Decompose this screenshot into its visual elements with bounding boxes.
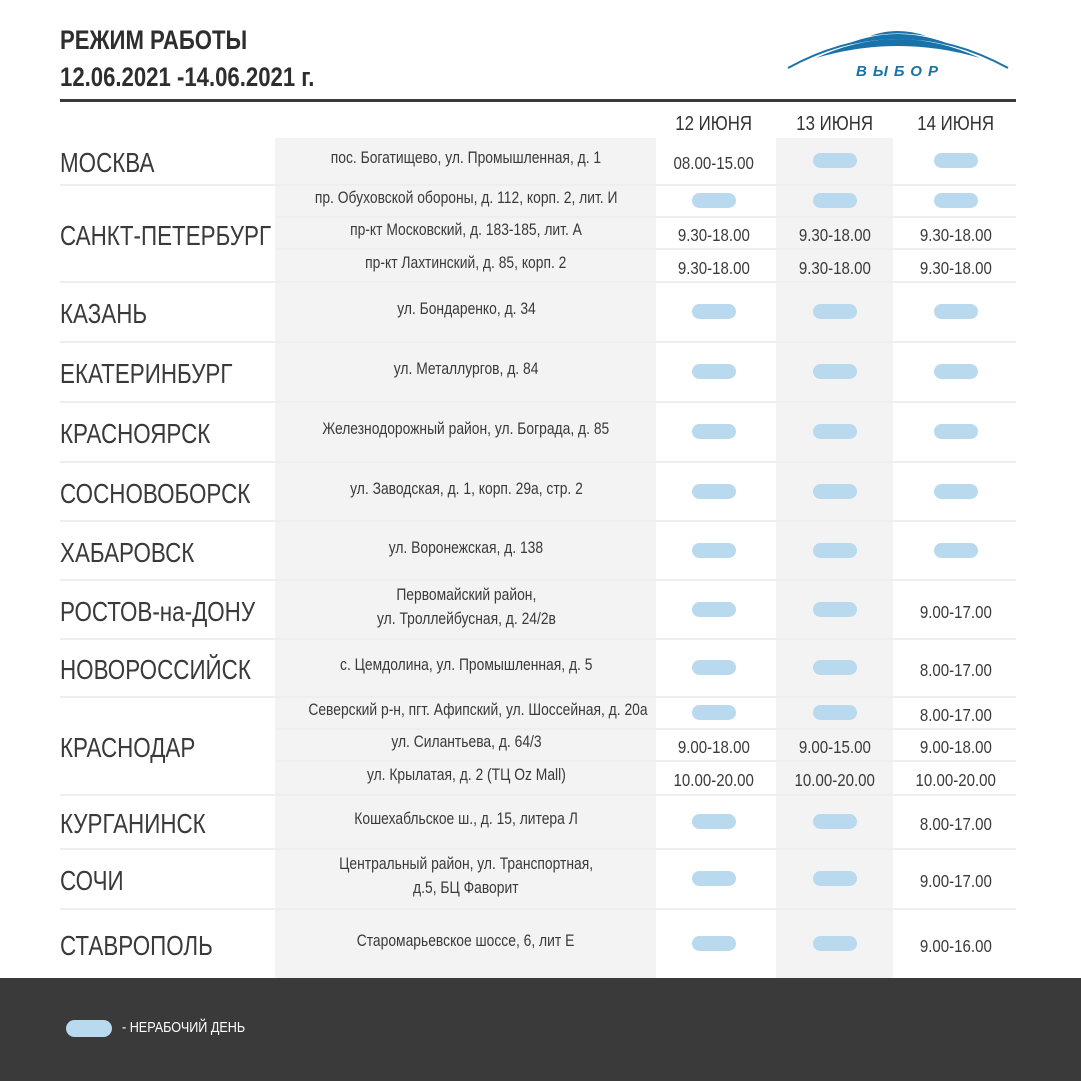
city-name: КУРГАНИНСК	[60, 808, 206, 839]
city-name: СТАВРОПОЛЬ	[60, 930, 213, 961]
working-hours: 9.00-17.00	[920, 871, 992, 891]
branch-address: ул. Крылатая, д. 2 (ТЦ Oz Mall)	[366, 766, 566, 784]
closed-day-pill	[813, 871, 857, 886]
city-name: НОВОРОССИЙСК	[60, 654, 251, 685]
working-hours: 9.00-18.00	[678, 737, 750, 757]
closed-day-pill	[813, 364, 857, 379]
working-hours: 9.00-16.00	[920, 936, 992, 956]
branch-address: Кошехабльское ш., д. 15, литера Л	[354, 810, 578, 828]
closed-day-pill	[934, 424, 978, 439]
branch-address: пос. Богатищево, ул. Промышленная, д. 1	[330, 149, 602, 167]
city-separator	[60, 341, 1016, 343]
working-hours: 9.30-18.00	[678, 225, 750, 245]
city-name: ЕКАТЕРИНБУРГ	[60, 358, 233, 389]
closed-day-pill	[692, 424, 736, 439]
city-name: СОЧИ	[60, 865, 124, 896]
city-name: КРАСНОЯРСК	[60, 418, 211, 449]
working-hours: 9.00-15.00	[799, 737, 871, 757]
company-logo	[786, 22, 1010, 82]
working-hours: 9.00-18.00	[920, 737, 992, 757]
working-hours: 9.30-18.00	[799, 257, 871, 278]
closed-day-pill	[813, 484, 857, 499]
city-separator	[60, 638, 1016, 640]
closed-day-pill	[934, 304, 978, 319]
closed-day-pill	[813, 936, 857, 951]
day-header-2: 13 ИЮНЯ	[796, 113, 874, 135]
working-hours: 9.30-18.00	[920, 257, 992, 278]
closed-day-pill	[692, 660, 736, 675]
working-hours: 10.00-20.00	[794, 770, 876, 790]
closed-day-pill	[692, 602, 736, 617]
logo-arc-icon	[786, 22, 1010, 82]
closed-day-pill	[813, 193, 857, 208]
closed-day-pill	[692, 304, 736, 319]
branch-address: пр-кт Московский, д. 183-185, лит. А	[350, 221, 582, 239]
branch-address: ул. Силантьева, д. 64/3	[390, 733, 542, 751]
working-hours: 9.30-18.00	[799, 225, 871, 245]
closed-day-pill	[813, 814, 857, 829]
city-name: РОСТОВ-на-ДОНУ	[60, 595, 256, 627]
branch-address: с. Цемдолина, ул. Промышленная, д. 5	[339, 656, 593, 674]
closed-day-pill	[692, 484, 736, 499]
city-separator	[60, 520, 1016, 522]
city-separator	[60, 579, 1016, 581]
working-hours: 9.30-18.00	[920, 225, 992, 245]
city-name: СОСНОВОБОРСК	[60, 477, 251, 509]
city-name: ХАБАРОВСК	[60, 536, 195, 568]
city-separator	[60, 281, 1016, 283]
closed-day-pill	[813, 424, 857, 439]
closed-day-pill	[934, 364, 978, 379]
branch-address: ул. Бондаренко, д. 34	[396, 300, 536, 318]
closed-day-pill	[813, 304, 857, 319]
working-hours: 10.00-20.00	[915, 770, 997, 790]
branch-address: ул. Металлургов, д. 84	[393, 360, 539, 378]
day-header-1: 12 ИЮНЯ	[675, 113, 753, 135]
branch-address: Северский р-н, пгт. Афипский, ул. Шоссейная, д. 20а	[308, 701, 648, 719]
day-header-3: 14 ИЮНЯ	[917, 113, 995, 135]
branch-address: ул. Воронежская, д. 138	[388, 538, 544, 557]
branch-address: Старомарьевское шоссе, 6, лит Е	[357, 932, 575, 950]
closed-day-pill	[934, 484, 978, 499]
city-separator	[60, 908, 1016, 910]
city-name: САНКТ-ПЕТЕРБУРГ	[60, 219, 272, 251]
branch-address: Центральный район, ул. Транспортная, д.5, БЦ Фаворит	[339, 855, 593, 897]
closed-day-pill	[692, 543, 736, 558]
closed-day-pill	[692, 814, 736, 829]
city-separator	[60, 794, 1016, 796]
closed-day-pill	[692, 193, 736, 208]
legend-closed-pill	[66, 1020, 112, 1037]
working-hours: 9.30-18.00	[678, 257, 750, 278]
branch-address: Железнодорожный район, ул. Бограда, д. 85	[322, 420, 610, 438]
city-separator	[60, 401, 1016, 403]
closed-day-pill	[692, 705, 736, 720]
closed-day-pill	[934, 543, 978, 558]
branch-address: ул. Заводская, д. 1, корп. 29а, стр. 2	[349, 479, 583, 498]
closed-day-pill	[813, 543, 857, 558]
legend-label: - НЕРАБОЧИЙ ДЕНЬ	[122, 1019, 246, 1036]
working-hours: 8.00-17.00	[920, 705, 992, 725]
working-hours: 08.00-15.00	[673, 153, 755, 173]
header-divider	[60, 99, 1016, 102]
closed-day-pill	[813, 705, 857, 720]
title-line-2: 12.06.2021 -14.06.2021 г.	[60, 62, 315, 92]
closed-day-pill	[692, 364, 736, 379]
closed-day-pill	[934, 193, 978, 208]
working-hours: 8.00-17.00	[920, 660, 992, 680]
closed-day-pill	[813, 153, 857, 168]
city-name: КРАСНОДАР	[60, 732, 196, 763]
closed-day-pill	[813, 660, 857, 675]
working-hours: 8.00-17.00	[920, 814, 992, 834]
city-separator	[60, 848, 1016, 850]
working-hours: 9.00-17.00	[920, 601, 992, 622]
closed-day-pill	[692, 936, 736, 951]
closed-day-pill	[692, 871, 736, 886]
branch-address: пр-кт Лахтинский, д. 85, корп. 2	[365, 253, 567, 272]
city-name: МОСКВА	[60, 147, 155, 178]
page-title	[60, 22, 370, 96]
branch-address: пр. Обуховской обороны, д. 112, корп. 2, лит. И	[314, 189, 618, 207]
logo-text: ВЫБОР	[856, 63, 944, 80]
closed-day-pill	[813, 602, 857, 617]
city-name: КАЗАНЬ	[60, 298, 148, 329]
branch-address: Первомайский район, ул. Троллейбусная, д. 24/2в	[376, 585, 556, 628]
title-line-1: РЕЖИМ РАБОТЫ	[60, 25, 248, 55]
branch-separator	[276, 760, 1016, 762]
city-separator	[60, 461, 1016, 463]
closed-day-pill	[934, 153, 978, 168]
working-hours: 10.00-20.00	[673, 770, 755, 790]
